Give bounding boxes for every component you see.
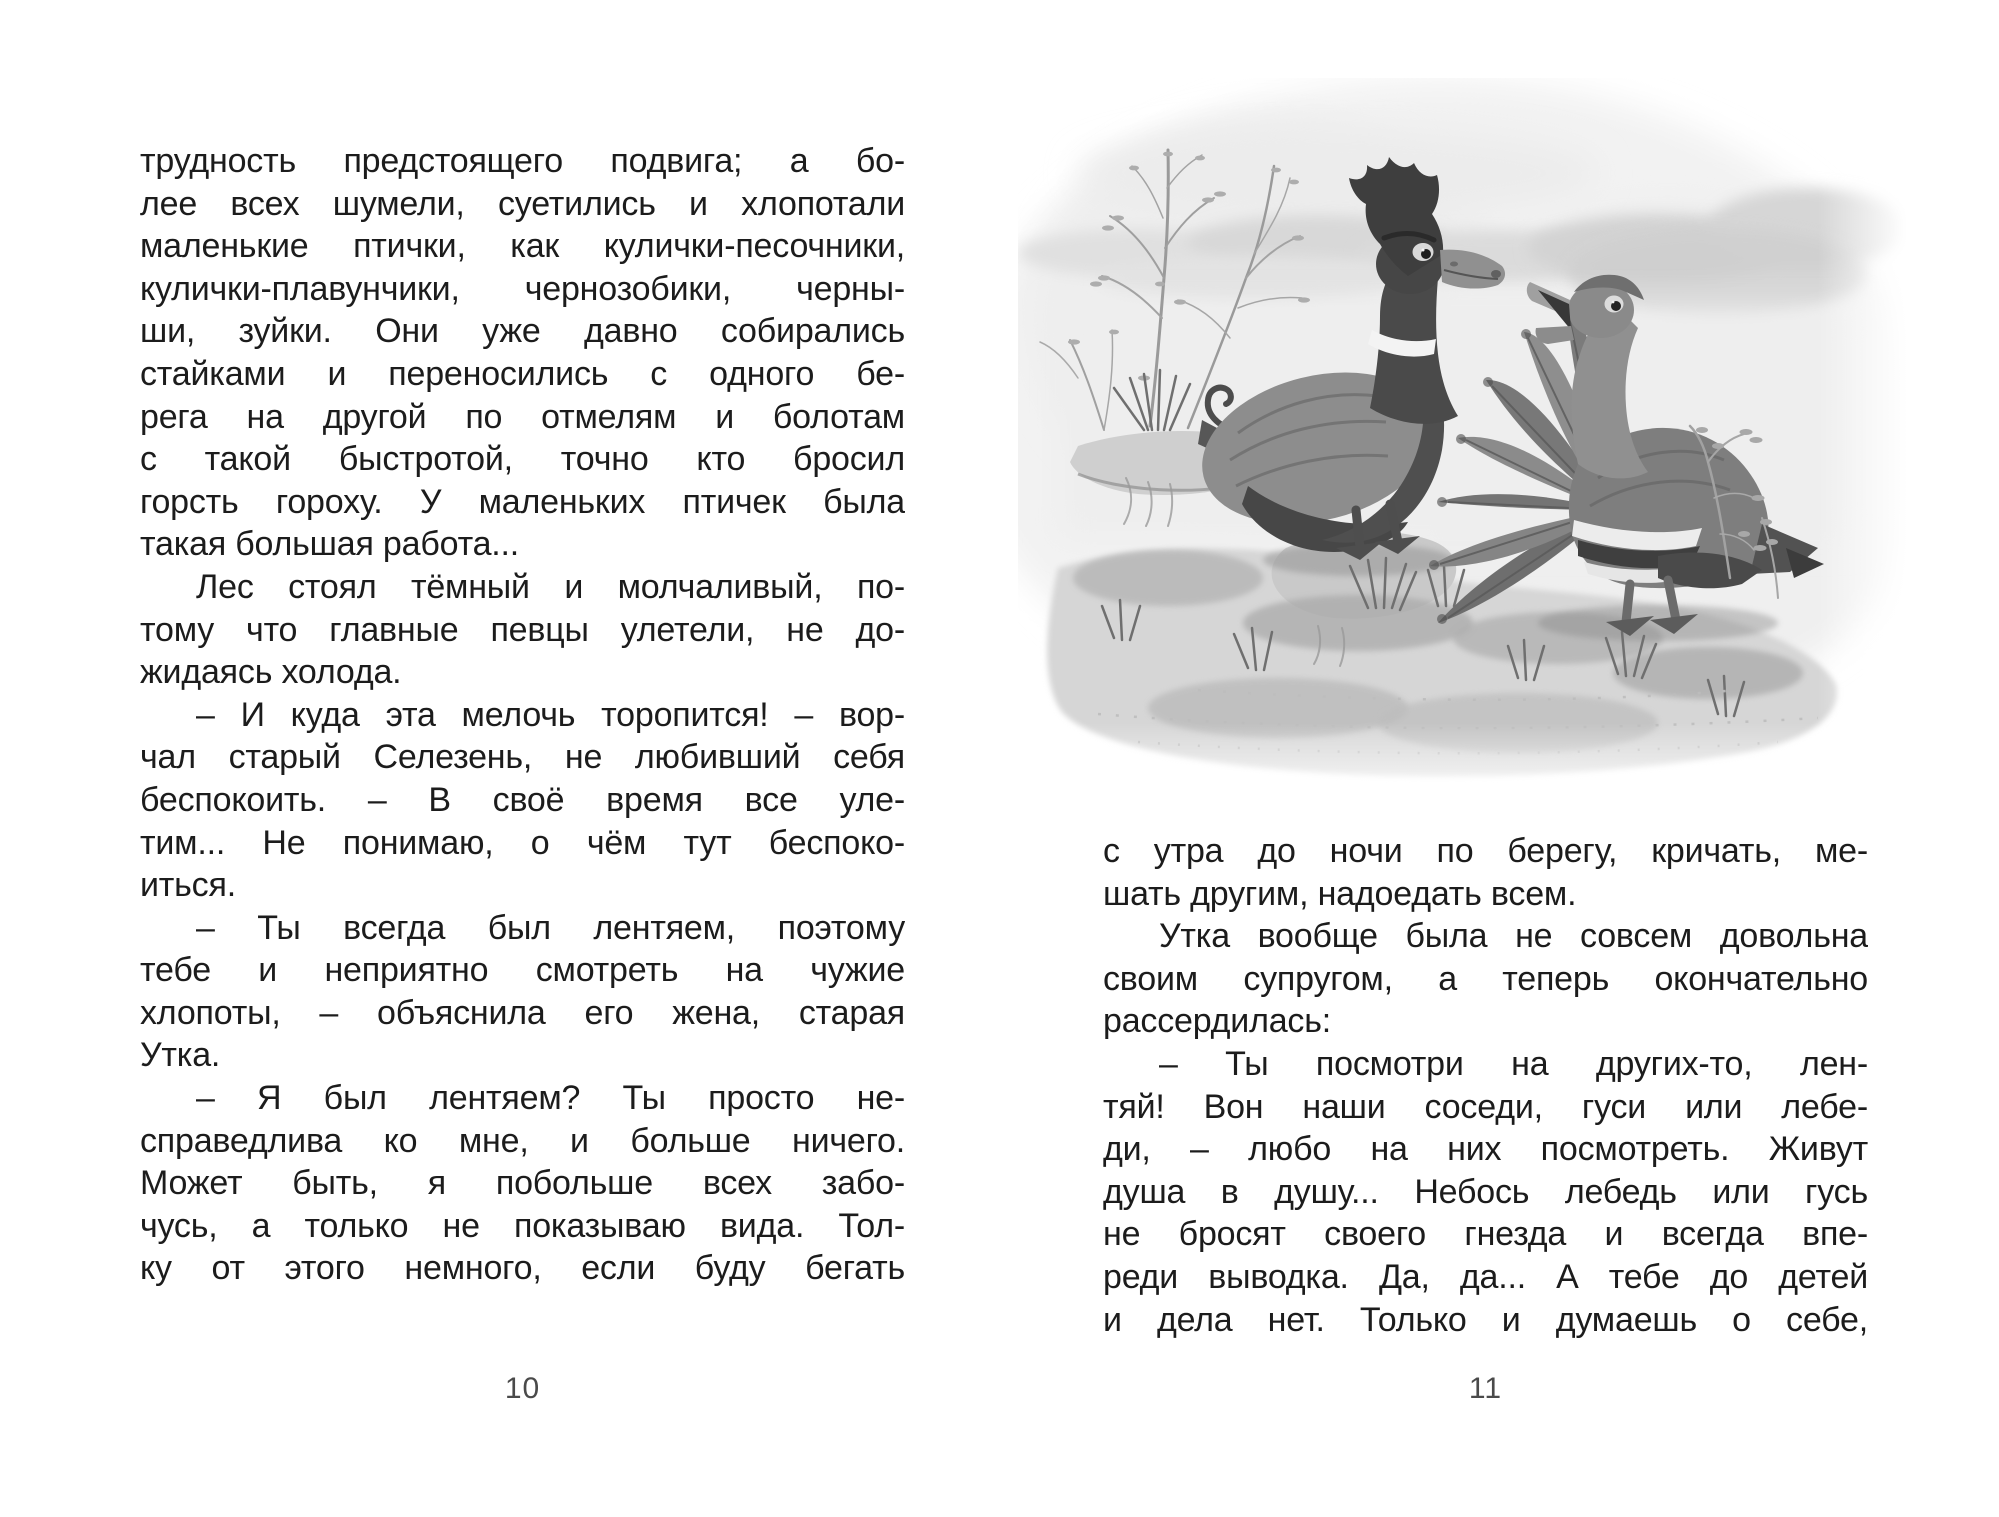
text-line: ши, зуйки. Они уже давно собирались xyxy=(140,312,905,351)
text-line: беспокоить. – В своё время все уле- xyxy=(140,780,905,819)
text-line: – Я был лентяем? Ты просто не- xyxy=(196,1079,905,1118)
text-line: рега на другой по отмелям и болотам xyxy=(140,397,905,436)
text-line: горсть гороху. У маленьких птичек была xyxy=(140,482,905,521)
text-line: ку от этого немного, если буду бегать xyxy=(140,1249,905,1288)
right-fade xyxy=(1818,158,1908,758)
text-line: чусь, а только не показываю вида. Тол- xyxy=(140,1206,905,1245)
text-line: хлопоты, – объяснила его жена, старая xyxy=(140,993,905,1032)
text-line: трудность предстоящего подвига; а бо- xyxy=(140,142,905,180)
text-line: – И куда эта мелочь торопится! – вор- xyxy=(196,695,905,734)
text-line: не бросят своего гнезда и всегда впе- xyxy=(1103,1215,1868,1254)
text-line: тяй! Вон наши соседи, гуси или лебе- xyxy=(1103,1087,1868,1126)
text-line: с такой быстротой, точно кто бросил xyxy=(140,440,905,479)
text-line: тебе и неприятно смотреть на чужие xyxy=(140,951,905,990)
left-page-text xyxy=(140,140,905,1290)
text-line: Может быть, я побольше всех забо- xyxy=(140,1164,905,1203)
text-line: лее всех шумели, суетились и хлопотали xyxy=(140,184,905,223)
page-number-left: 10 xyxy=(504,1372,541,1405)
text-line: маленькие птички, как кулички-песочники, xyxy=(140,227,905,266)
text-line: жидаясь холода. xyxy=(140,653,402,692)
bottom-fade xyxy=(1018,723,1908,806)
right-page-text xyxy=(1103,830,1868,1341)
text-line: рассердилась: xyxy=(1103,1002,1331,1041)
text-line: тим... Не понимаю, о чём тут беспоко- xyxy=(140,823,905,862)
text-line: с утра до ночи по берегу, кричать, ме- xyxy=(1103,832,1868,870)
text-line: – Ты всегда был лентяем, поэтому xyxy=(196,908,905,947)
text-line: Лес стоял тёмный и молчаливый, по- xyxy=(196,567,905,606)
text-line: Утка. xyxy=(140,1036,221,1075)
text-line: чал старый Селезень, не любивший себя xyxy=(140,738,905,777)
text-line: кулички-плавунчики, чернозобики, черны- xyxy=(140,269,905,308)
text-line: и дела нет. Только и думаешь о себе, xyxy=(1103,1300,1868,1339)
text-line: ди, – любо на них посмотреть. Живут xyxy=(1103,1130,1868,1169)
duck-illustration xyxy=(1018,78,1908,806)
text-line: иться. xyxy=(140,866,236,905)
text-line: тому что главные певцы улетели, не до- xyxy=(140,610,905,649)
text-line: Утка вообще была не совсем довольна xyxy=(1159,917,1868,956)
text-line: шать другим, надоедать всем. xyxy=(1103,874,1577,913)
text-line: реди выводка. Да, да... А тебе до детей xyxy=(1103,1257,1868,1296)
text-line: стайками и переносились с одного бе- xyxy=(140,354,905,393)
text-line: своим супругом, а теперь окончательно xyxy=(1103,959,1868,998)
text-line: справедлива ко мне, и больше ничего. xyxy=(140,1121,905,1160)
text-line: – Ты посмотри на других-то, лен- xyxy=(1159,1044,1868,1083)
text-line: душа в душу... Небось лебедь или гусь xyxy=(1103,1172,1868,1211)
text-line: такая большая работа... xyxy=(140,525,520,564)
page-number-right: 11 xyxy=(1468,1372,1503,1405)
